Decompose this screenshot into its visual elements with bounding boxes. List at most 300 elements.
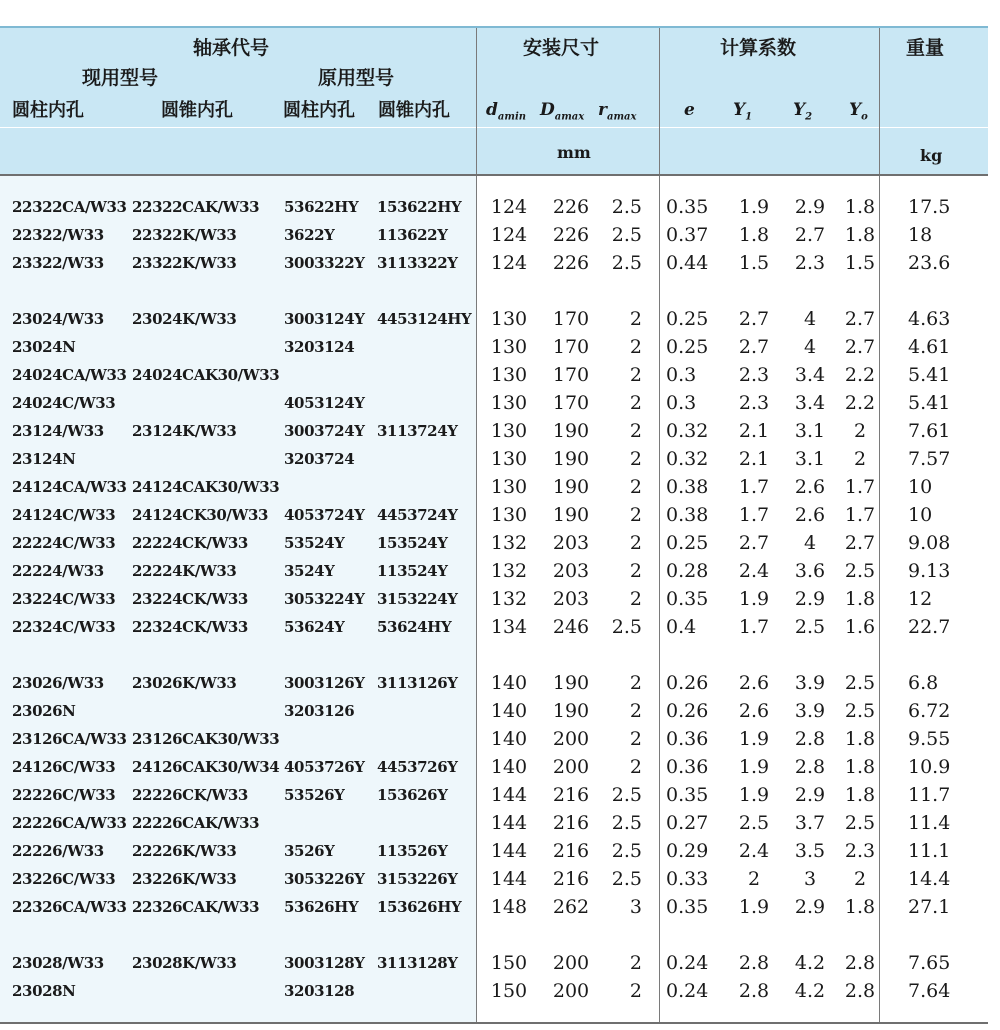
cell-coef-y1: 1.9 bbox=[738, 588, 770, 610]
cell-coef-y0: 1.6 bbox=[844, 616, 876, 638]
cell-model-taper-current: 22224CK/W33 bbox=[132, 534, 248, 552]
cell-model-taper-original: 113524Y bbox=[377, 562, 448, 580]
header-calc-coeff: 计算系数 bbox=[720, 37, 797, 59]
cell-ra-max: 2 bbox=[629, 504, 642, 526]
cell-coef-y1: 1.5 bbox=[738, 252, 770, 274]
table-row bbox=[0, 980, 988, 1008]
cell-coef-y1: 2.4 bbox=[738, 840, 770, 862]
cell-model-cyl-original: 53526Y bbox=[284, 786, 345, 804]
cell-ra-max: 3 bbox=[629, 896, 642, 918]
cell-Da-max: 216 bbox=[552, 784, 590, 806]
table-row bbox=[0, 560, 988, 588]
cell-model-cyl-current: 22324C/W33 bbox=[12, 618, 116, 636]
cell-da-min: 140 bbox=[490, 700, 528, 722]
cell-Da-max: 203 bbox=[552, 532, 590, 554]
cell-da-min: 132 bbox=[490, 532, 528, 554]
cell-weight: 9.55 bbox=[908, 728, 951, 750]
cell-model-cyl-current: 23322/W33 bbox=[12, 254, 104, 272]
cell-model-cyl-current: 23024/W33 bbox=[12, 310, 104, 328]
cell-coef-e: 0.25 bbox=[666, 336, 709, 358]
cell-model-cyl-current: 22226CA/W33 bbox=[12, 814, 127, 832]
cell-coef-y2: 2.8 bbox=[794, 728, 826, 750]
cell-model-cyl-original: 4053124Y bbox=[284, 394, 365, 412]
cell-Da-max: 200 bbox=[552, 728, 590, 750]
cell-coef-e: 0.36 bbox=[666, 756, 709, 778]
table-row bbox=[0, 504, 988, 532]
cell-coef-y1: 2.8 bbox=[738, 952, 770, 974]
cell-coef-y1: 1.8 bbox=[738, 224, 770, 246]
cell-coef-e: 0.26 bbox=[666, 672, 709, 694]
cell-model-taper-current: 23322K/W33 bbox=[132, 254, 237, 272]
table-row bbox=[0, 588, 988, 616]
cell-Da-max: 262 bbox=[552, 896, 590, 918]
cell-da-min: 124 bbox=[490, 196, 528, 218]
cell-model-taper-original: 3113128Y bbox=[377, 954, 458, 972]
cell-weight: 12 bbox=[908, 588, 933, 610]
cell-model-taper-current: 23124K/W33 bbox=[132, 422, 237, 440]
cell-weight: 7.64 bbox=[908, 980, 951, 1002]
cell-Da-max: 216 bbox=[552, 812, 590, 834]
cell-da-min: 124 bbox=[490, 224, 528, 246]
cell-model-cyl-current: 23224C/W33 bbox=[12, 590, 116, 608]
cell-coef-e: 0.36 bbox=[666, 728, 709, 750]
cell-da-min: 130 bbox=[490, 420, 528, 442]
cell-model-taper-current: 23026K/W33 bbox=[132, 674, 237, 692]
cell-model-cyl-current: 24126C/W33 bbox=[12, 758, 116, 776]
cell-weight: 10 bbox=[908, 504, 933, 526]
cell-coef-y0: 2.5 bbox=[844, 672, 876, 694]
cell-coef-y0: 1.8 bbox=[844, 784, 876, 806]
cell-model-cyl-current: 24024C/W33 bbox=[12, 394, 116, 412]
cell-coef-e: 0.28 bbox=[666, 560, 709, 582]
cell-model-taper-current: 24024CAK30/W33 bbox=[132, 366, 280, 384]
table-row bbox=[0, 952, 988, 980]
cell-coef-y1: 2.6 bbox=[738, 700, 770, 722]
cell-model-taper-original: 153622HY bbox=[377, 198, 462, 216]
cell-coef-y0: 1.8 bbox=[844, 588, 876, 610]
cell-ra-max: 2 bbox=[629, 392, 642, 414]
cell-weight: 4.61 bbox=[908, 336, 951, 358]
cell-coef-y0: 2.7 bbox=[844, 532, 876, 554]
cell-model-taper-original: 3153226Y bbox=[377, 870, 458, 888]
cell-coef-y2: 2.9 bbox=[794, 896, 826, 918]
cell-coef-y1: 1.7 bbox=[738, 616, 770, 638]
cell-Da-max: 226 bbox=[552, 252, 590, 274]
cell-coef-e: 0.33 bbox=[666, 868, 709, 890]
cell-coef-e: 0.38 bbox=[666, 476, 709, 498]
cell-coef-y0: 2 bbox=[853, 420, 867, 442]
cell-weight: 9.13 bbox=[908, 560, 951, 582]
cell-da-min: 130 bbox=[490, 476, 528, 498]
cell-model-taper-current: 22226K/W33 bbox=[132, 842, 237, 860]
table-row bbox=[0, 224, 988, 252]
table-row bbox=[0, 896, 988, 924]
cell-da-min: 130 bbox=[490, 336, 528, 358]
cell-coef-y0: 1.8 bbox=[844, 224, 876, 246]
table-row bbox=[0, 252, 988, 280]
cell-model-taper-original: 4453724Y bbox=[377, 506, 458, 524]
cell-coef-y2: 4 bbox=[803, 336, 817, 358]
cell-model-taper-current: 23226K/W33 bbox=[132, 870, 237, 888]
cell-model-cyl-current: 23024N bbox=[12, 338, 76, 356]
cell-model-taper-original: 113526Y bbox=[377, 842, 448, 860]
header-install-dims: 安装尺寸 bbox=[523, 37, 600, 59]
cell-da-min: 144 bbox=[490, 840, 528, 862]
cell-model-cyl-original: 53622HY bbox=[284, 198, 359, 216]
cell-weight: 11.4 bbox=[908, 812, 951, 834]
table-bottom-rule bbox=[0, 1022, 988, 1024]
cell-coef-e: 0.4 bbox=[666, 616, 697, 638]
header-original-model: 原用型号 bbox=[318, 67, 395, 89]
table-row bbox=[0, 700, 988, 728]
cell-coef-y0: 2.5 bbox=[844, 812, 876, 834]
cell-Da-max: 190 bbox=[552, 700, 590, 722]
header-current-model: 现用型号 bbox=[82, 67, 159, 89]
cell-ra-max: 2 bbox=[629, 532, 642, 554]
cell-coef-y0: 1.8 bbox=[844, 896, 876, 918]
cell-ra-max: 2 bbox=[629, 700, 642, 722]
table-row bbox=[0, 756, 988, 784]
cell-Da-max: 190 bbox=[552, 448, 590, 470]
table-row bbox=[0, 448, 988, 476]
table-row bbox=[0, 868, 988, 896]
cell-da-min: 130 bbox=[490, 448, 528, 470]
cell-weight: 14.4 bbox=[908, 868, 951, 890]
cell-coef-y2: 2.9 bbox=[794, 588, 826, 610]
cell-model-cyl-original: 3003126Y bbox=[284, 674, 365, 692]
cell-coef-e: 0.32 bbox=[666, 420, 709, 442]
cell-model-taper-current: 22224K/W33 bbox=[132, 562, 237, 580]
cell-Da-max: 170 bbox=[552, 308, 590, 330]
cell-model-cyl-original: 4053724Y bbox=[284, 506, 365, 524]
cell-model-cyl-current: 23026/W33 bbox=[12, 674, 104, 692]
cell-model-taper-original: 3113724Y bbox=[377, 422, 458, 440]
cell-coef-y0: 2.7 bbox=[844, 308, 876, 330]
cell-model-cyl-current: 22322/W33 bbox=[12, 226, 104, 244]
cell-coef-y2: 2.3 bbox=[794, 252, 826, 274]
unit-mm: mm bbox=[557, 143, 591, 162]
cell-model-taper-original: 153626HY bbox=[377, 898, 462, 916]
table-row bbox=[0, 476, 988, 504]
cell-coef-e: 0.35 bbox=[666, 196, 709, 218]
cell-Da-max: 200 bbox=[552, 980, 590, 1002]
header-cyl-bore-current: 圆柱内孔 bbox=[12, 100, 84, 121]
cell-ra-max: 2.5 bbox=[611, 784, 642, 806]
cell-coef-y2: 2.5 bbox=[794, 616, 826, 638]
table-row bbox=[0, 840, 988, 868]
cell-model-taper-current: 24126CAK30/W34 bbox=[132, 758, 280, 776]
cell-model-cyl-original: 3526Y bbox=[284, 842, 335, 860]
cell-weight: 6.8 bbox=[908, 672, 939, 694]
cell-coef-e: 0.29 bbox=[666, 840, 709, 862]
header-taper-bore-current: 圆锥内孔 bbox=[161, 100, 233, 121]
cell-weight: 6.72 bbox=[908, 700, 951, 722]
cell-coef-y2: 4 bbox=[803, 308, 817, 330]
cell-weight: 10.9 bbox=[908, 756, 951, 778]
cell-coef-e: 0.37 bbox=[666, 224, 709, 246]
cell-weight: 5.41 bbox=[908, 364, 951, 386]
cell-coef-y2: 2.9 bbox=[794, 784, 826, 806]
cell-coef-y1: 1.7 bbox=[738, 504, 770, 526]
cell-da-min: 134 bbox=[490, 616, 528, 638]
cell-ra-max: 2.5 bbox=[611, 868, 642, 890]
cell-Da-max: 226 bbox=[552, 196, 590, 218]
cell-coef-e: 0.25 bbox=[666, 308, 709, 330]
cell-coef-y2: 3.4 bbox=[794, 364, 826, 386]
table-row bbox=[0, 308, 988, 336]
cell-da-min: 144 bbox=[490, 812, 528, 834]
cell-coef-y0: 1.8 bbox=[844, 196, 876, 218]
cell-coef-y1: 2.7 bbox=[738, 308, 770, 330]
cell-weight: 5.41 bbox=[908, 392, 951, 414]
cell-coef-y0: 2.5 bbox=[844, 560, 876, 582]
cell-coef-y2: 3.7 bbox=[794, 812, 826, 834]
header-weight: 重量 bbox=[906, 37, 945, 59]
cell-coef-y1: 2.3 bbox=[738, 392, 770, 414]
cell-model-cyl-current: 24024CA/W33 bbox=[12, 366, 127, 384]
cell-coef-y2: 3.4 bbox=[794, 392, 826, 414]
cell-ra-max: 2 bbox=[629, 308, 642, 330]
cell-model-taper-original: 4453726Y bbox=[377, 758, 458, 776]
cell-coef-e: 0.27 bbox=[666, 812, 709, 834]
cell-model-cyl-original: 3003124Y bbox=[284, 310, 365, 328]
cell-ra-max: 2 bbox=[629, 672, 642, 694]
cell-da-min: 132 bbox=[490, 560, 528, 582]
cell-da-min: 144 bbox=[490, 868, 528, 890]
cell-coef-e: 0.3 bbox=[666, 392, 697, 414]
table-row bbox=[0, 364, 988, 392]
cell-coef-y1: 2.6 bbox=[738, 672, 770, 694]
cell-coef-y0: 2.7 bbox=[844, 336, 876, 358]
cell-coef-y2: 3.9 bbox=[794, 700, 826, 722]
cell-model-cyl-current: 22224C/W33 bbox=[12, 534, 116, 552]
cell-Da-max: 216 bbox=[552, 840, 590, 862]
cell-model-cyl-current: 23026N bbox=[12, 702, 76, 720]
cell-coef-y1: 2.1 bbox=[738, 448, 770, 470]
symbol-y1: $Y_1$ bbox=[733, 100, 753, 123]
cell-model-taper-original: 153626Y bbox=[377, 786, 448, 804]
cell-model-cyl-original: 3003322Y bbox=[284, 254, 365, 272]
cell-ra-max: 2 bbox=[629, 588, 642, 610]
cell-weight: 18 bbox=[908, 224, 933, 246]
cell-model-taper-current: 23126CAK30/W33 bbox=[132, 730, 280, 748]
cell-model-cyl-current: 22326CA/W33 bbox=[12, 898, 127, 916]
cell-coef-y1: 2.4 bbox=[738, 560, 770, 582]
cell-weight: 27.1 bbox=[908, 896, 951, 918]
cell-weight: 10 bbox=[908, 476, 933, 498]
cell-coef-y0: 1.5 bbox=[844, 252, 876, 274]
symbol-da-min: $d_{amin}$ bbox=[486, 100, 527, 123]
cell-ra-max: 2 bbox=[629, 560, 642, 582]
cell-coef-y0: 2.8 bbox=[844, 952, 876, 974]
cell-da-min: 130 bbox=[490, 308, 528, 330]
cell-da-min: 150 bbox=[490, 980, 528, 1002]
cell-model-taper-current: 24124CK30/W33 bbox=[132, 506, 269, 524]
cell-model-cyl-current: 24124CA/W33 bbox=[12, 478, 127, 496]
table-row bbox=[0, 420, 988, 448]
cell-model-cyl-original: 3053226Y bbox=[284, 870, 365, 888]
cell-model-taper-current: 22326CAK/W33 bbox=[132, 898, 260, 916]
cell-coef-y2: 3.9 bbox=[794, 672, 826, 694]
cell-coef-e: 0.26 bbox=[666, 700, 709, 722]
table-row bbox=[0, 196, 988, 224]
cell-Da-max: 216 bbox=[552, 868, 590, 890]
cell-coef-e: 0.35 bbox=[666, 896, 709, 918]
symbol-e: e bbox=[684, 100, 695, 120]
cell-coef-y2: 4 bbox=[803, 532, 817, 554]
cell-coef-e: 0.44 bbox=[666, 252, 709, 274]
header-cyl-bore-original: 圆柱内孔 bbox=[283, 100, 355, 121]
cell-ra-max: 2 bbox=[629, 336, 642, 358]
header-bottom-rule bbox=[0, 174, 988, 176]
cell-weight: 7.61 bbox=[908, 420, 951, 442]
cell-ra-max: 2.5 bbox=[611, 616, 642, 638]
symbol-y2: $Y_2$ bbox=[793, 100, 813, 123]
cell-coef-y1: 1.9 bbox=[738, 756, 770, 778]
cell-model-cyl-original: 3053224Y bbox=[284, 590, 365, 608]
cell-model-cyl-original: 3003724Y bbox=[284, 422, 365, 440]
table-row bbox=[0, 672, 988, 700]
cell-coef-y0: 1.7 bbox=[844, 504, 876, 526]
cell-da-min: 132 bbox=[490, 588, 528, 610]
cell-model-taper-current: 22226CK/W33 bbox=[132, 786, 248, 804]
cell-weight: 17.5 bbox=[908, 196, 951, 218]
cell-coef-y1: 1.7 bbox=[738, 476, 770, 498]
cell-coef-y2: 4.2 bbox=[794, 952, 826, 974]
cell-model-taper-original: 53624HY bbox=[377, 618, 452, 636]
cell-model-cyl-original: 4053726Y bbox=[284, 758, 365, 776]
cell-Da-max: 170 bbox=[552, 364, 590, 386]
cell-weight: 23.6 bbox=[908, 252, 951, 274]
cell-da-min: 144 bbox=[490, 784, 528, 806]
cell-weight: 7.57 bbox=[908, 448, 951, 470]
cell-Da-max: 200 bbox=[552, 756, 590, 778]
cell-weight: 9.08 bbox=[908, 532, 951, 554]
cell-model-cyl-original: 53524Y bbox=[284, 534, 345, 552]
cell-ra-max: 2.5 bbox=[611, 252, 642, 274]
cell-da-min: 124 bbox=[490, 252, 528, 274]
cell-coef-e: 0.38 bbox=[666, 504, 709, 526]
cell-da-min: 140 bbox=[490, 728, 528, 750]
cell-model-taper-original: 3153224Y bbox=[377, 590, 458, 608]
cell-da-min: 140 bbox=[490, 672, 528, 694]
cell-ra-max: 2 bbox=[629, 952, 642, 974]
cell-model-cyl-current: 23028N bbox=[12, 982, 76, 1000]
cell-coef-e: 0.32 bbox=[666, 448, 709, 470]
cell-ra-max: 2.5 bbox=[611, 812, 642, 834]
cell-coef-y2: 3.5 bbox=[794, 840, 826, 862]
cell-ra-max: 2.5 bbox=[611, 840, 642, 862]
cell-model-taper-current: 22226CAK/W33 bbox=[132, 814, 260, 832]
cell-coef-y0: 1.8 bbox=[844, 728, 876, 750]
cell-coef-y0: 1.7 bbox=[844, 476, 876, 498]
table-row bbox=[0, 532, 988, 560]
cell-Da-max: 190 bbox=[552, 420, 590, 442]
cell-model-cyl-current: 22224/W33 bbox=[12, 562, 104, 580]
cell-da-min: 130 bbox=[490, 364, 528, 386]
cell-model-cyl-original: 3003128Y bbox=[284, 954, 365, 972]
cell-ra-max: 2 bbox=[629, 756, 642, 778]
cell-coef-y1: 2.5 bbox=[738, 812, 770, 834]
cell-model-cyl-original: 3203128 bbox=[284, 982, 355, 1000]
header-bearing-code: 轴承代号 bbox=[193, 37, 270, 59]
cell-model-taper-original: 4453124HY bbox=[377, 310, 472, 328]
table-row bbox=[0, 336, 988, 364]
cell-model-taper-current: 23224CK/W33 bbox=[132, 590, 248, 608]
cell-ra-max: 2 bbox=[629, 476, 642, 498]
cell-Da-max: 246 bbox=[552, 616, 590, 638]
header-taper-bore-original: 圆锥内孔 bbox=[378, 100, 450, 121]
cell-model-taper-current: 24124CAK30/W33 bbox=[132, 478, 280, 496]
cell-coef-y1: 2 bbox=[747, 868, 761, 890]
symbol-Da-max: $D_{amax}$ bbox=[540, 100, 585, 123]
cell-Da-max: 190 bbox=[552, 504, 590, 526]
cell-model-cyl-current: 23124N bbox=[12, 450, 76, 468]
cell-coef-y1: 2.8 bbox=[738, 980, 770, 1002]
cell-model-taper-current: 23024K/W33 bbox=[132, 310, 237, 328]
cell-weight: 22.7 bbox=[908, 616, 951, 638]
cell-model-taper-original: 153524Y bbox=[377, 534, 448, 552]
cell-model-cyl-current: 23126CA/W33 bbox=[12, 730, 127, 748]
cell-coef-y2: 2.7 bbox=[794, 224, 826, 246]
cell-coef-y2: 3 bbox=[803, 868, 817, 890]
cell-coef-e: 0.35 bbox=[666, 784, 709, 806]
cell-coef-y0: 2.3 bbox=[844, 840, 876, 862]
cell-coef-e: 0.3 bbox=[666, 364, 697, 386]
cell-coef-e: 0.24 bbox=[666, 952, 709, 974]
cell-Da-max: 190 bbox=[552, 672, 590, 694]
cell-coef-y2: 4.2 bbox=[794, 980, 826, 1002]
cell-da-min: 130 bbox=[490, 504, 528, 526]
cell-model-cyl-original: 3203724 bbox=[284, 450, 355, 468]
cell-coef-y1: 1.9 bbox=[738, 896, 770, 918]
top-rule bbox=[0, 26, 988, 28]
cell-Da-max: 170 bbox=[552, 392, 590, 414]
cell-coef-e: 0.25 bbox=[666, 532, 709, 554]
cell-coef-y0: 2.2 bbox=[844, 364, 876, 386]
cell-ra-max: 2.5 bbox=[611, 196, 642, 218]
cell-coef-y1: 1.9 bbox=[738, 728, 770, 750]
cell-Da-max: 200 bbox=[552, 952, 590, 974]
cell-da-min: 150 bbox=[490, 952, 528, 974]
table-row bbox=[0, 784, 988, 812]
cell-Da-max: 190 bbox=[552, 476, 590, 498]
cell-coef-y2: 3.6 bbox=[794, 560, 826, 582]
cell-weight: 4.63 bbox=[908, 308, 951, 330]
table-row bbox=[0, 616, 988, 644]
cell-coef-y0: 1.8 bbox=[844, 756, 876, 778]
cell-coef-y2: 3.1 bbox=[794, 448, 826, 470]
cell-coef-y0: 2 bbox=[853, 868, 867, 890]
table-row bbox=[0, 728, 988, 756]
cell-model-cyl-current: 23028/W33 bbox=[12, 954, 104, 972]
unit-rule bbox=[0, 127, 988, 128]
cell-model-taper-current: 22324CK/W33 bbox=[132, 618, 248, 636]
cell-Da-max: 203 bbox=[552, 588, 590, 610]
cell-coef-y1: 2.3 bbox=[738, 364, 770, 386]
cell-Da-max: 226 bbox=[552, 224, 590, 246]
cell-model-taper-original: 113622Y bbox=[377, 226, 448, 244]
cell-model-taper-original: 3113322Y bbox=[377, 254, 458, 272]
table-row bbox=[0, 812, 988, 840]
cell-weight: 11.1 bbox=[908, 840, 951, 862]
cell-weight: 7.65 bbox=[908, 952, 951, 974]
cell-ra-max: 2 bbox=[629, 420, 642, 442]
cell-model-cyl-original: 3622Y bbox=[284, 226, 335, 244]
symbol-y0: $Y_o$ bbox=[849, 100, 868, 123]
cell-coef-y2: 2.8 bbox=[794, 756, 826, 778]
cell-coef-y1: 2.7 bbox=[738, 336, 770, 358]
